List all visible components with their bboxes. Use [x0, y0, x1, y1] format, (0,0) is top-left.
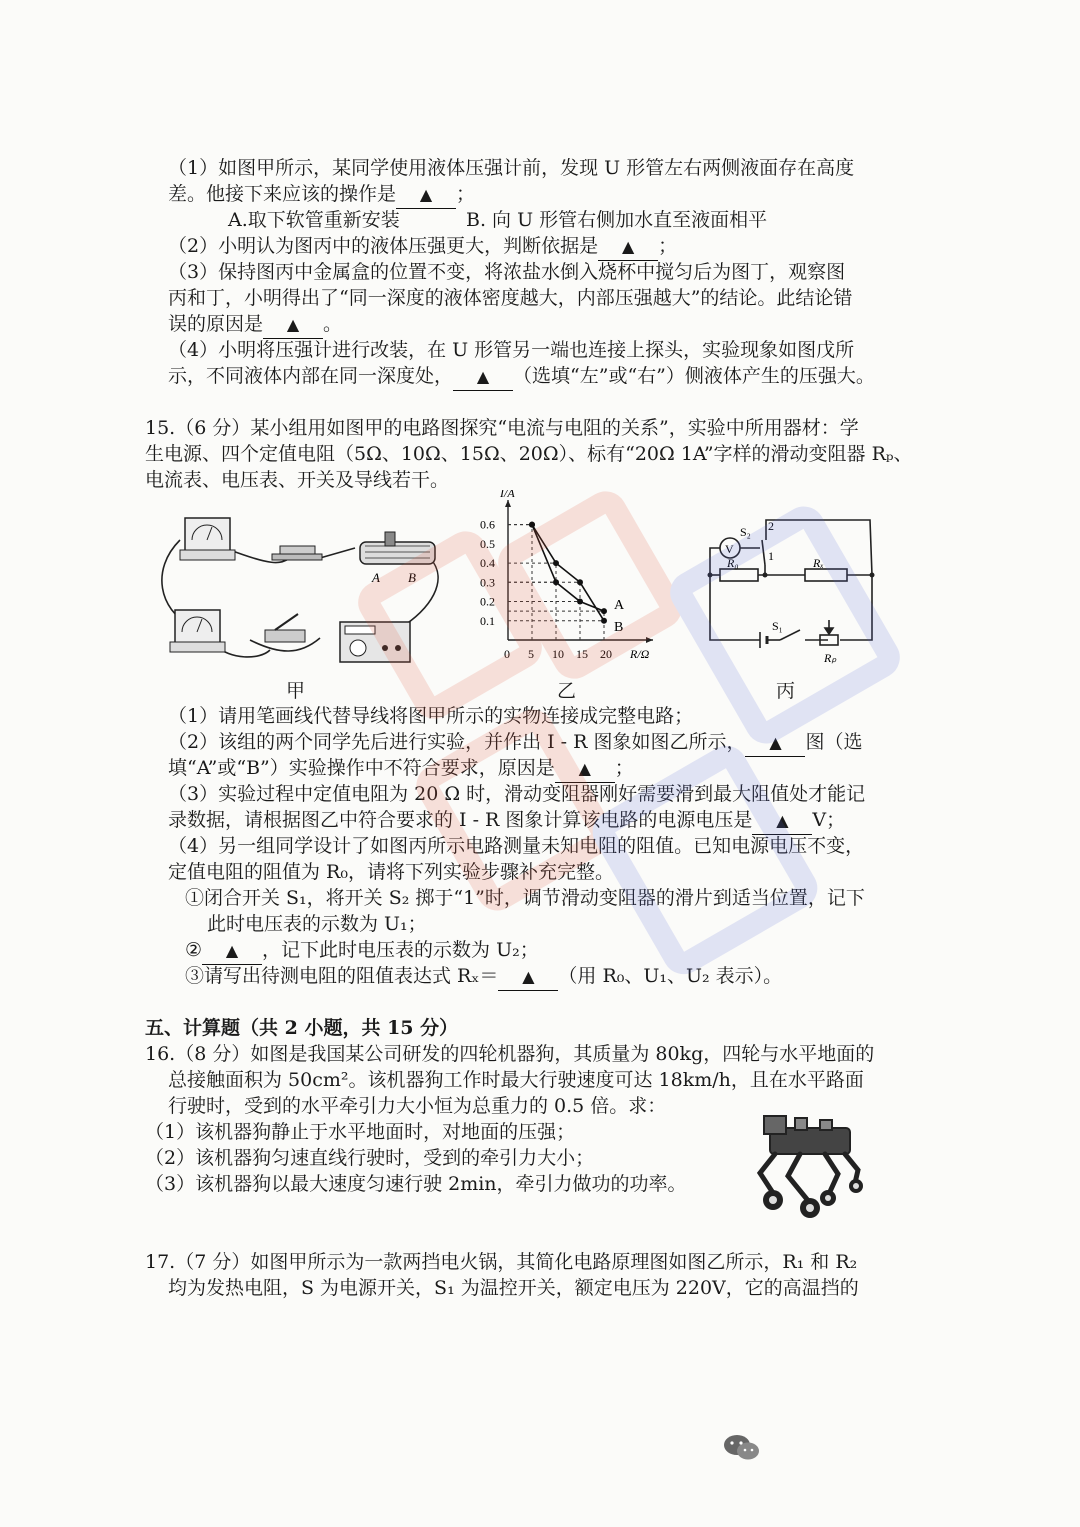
switch-icon — [265, 614, 305, 642]
q16-part1: （1）该机器狗静止于水平地面时，对地面的压强； — [145, 1121, 576, 1143]
y-axis-label: I/A — [500, 490, 515, 500]
section-five-heading: 五、计算题（共 2 小题，共 15 分） — [145, 1017, 459, 1039]
y-tick-label: 0.6 — [480, 517, 495, 532]
q14-part1-text: 差。他接下来应该的操作是 — [168, 183, 397, 205]
q14-part1-line1: （1）如图甲所示，某同学使用液体压强计前，发现 U 形管左右两侧液面存在高度 — [168, 157, 855, 179]
switch-position-2: 2 — [768, 519, 774, 533]
y-tick-label: 0.2 — [480, 594, 495, 609]
data-point-A — [577, 599, 583, 605]
voltmeter-icon — [180, 518, 235, 560]
y-tick-label: 0.4 — [480, 556, 495, 571]
figure-jia-apparatus — [160, 510, 440, 670]
q14-part3-line3: 误的原因是 ▲ 。 — [168, 311, 342, 339]
q15-part4-line2: 定值电阻的阻值为 R₀，请将下列实验步骤补充完整。 — [168, 861, 614, 883]
answer-blank[interactable]: ▲ — [555, 755, 615, 783]
y-axis-arrow — [505, 500, 511, 507]
y-tick-label: 0.5 — [480, 536, 495, 551]
figure-jia-caption: 甲 — [286, 680, 306, 702]
data-point-B — [577, 579, 583, 585]
data-point-A — [553, 579, 559, 585]
q15-stem-line3: 电流表、电压表、开关及导线若干。 — [145, 469, 450, 491]
data-point-B — [601, 618, 607, 624]
answer-blank[interactable]: ▲ — [498, 963, 558, 991]
figure-yi-caption: 乙 — [557, 680, 577, 702]
q15-stem-line2: 生电源、四个定值电阻（5Ω、10Ω、15Ω、20Ω）、标有“20Ω 1A”字样的滑动变阻器 Rₚ、 — [145, 443, 913, 465]
x-tick-label: 0 — [504, 647, 510, 661]
q17-stem-line2: 均为发热电阻，S 为电源开关，S₁ 为温控开关，额定电压为 220V，它的高温挡的 — [168, 1277, 859, 1299]
q14-part4-line1: （4）小明将压强计进行改装，在 U 形管另一端也连接上探头，实验现象如图戊所 — [168, 339, 855, 361]
q15-step2: ② ▲ ，记下此时电压表的示数为 U₂； — [185, 937, 539, 965]
q14-part4-line2: 示，不同液体内部在同一深度处， ▲ （选填“左”或“右”）侧液体产生的压强大。 — [168, 363, 875, 391]
s2-label: S₂ — [740, 525, 751, 539]
q16-stem-line3: 行驶时，受到的水平牵引力大小恒为总重力的 0.5 倍。求： — [168, 1095, 667, 1117]
q14-option-b: B. 向 U 形管右侧加水直至液面相平 — [466, 209, 768, 231]
figure-bing-caption: 丙 — [776, 680, 796, 702]
q16-part2: （2）该机器狗匀速直线行驶时，受到的牵引力大小； — [145, 1147, 595, 1169]
q17-stem-line1: 17.（7 分）如图甲所示为一款两挡电火锅，其简化电路原理图如图乙所示，R₁ 和 R₂ — [145, 1251, 858, 1273]
power-supply-icon — [340, 622, 410, 662]
resistor-icon — [272, 546, 322, 560]
q15-step1-line2: 此时电压表的示数为 U₁； — [207, 913, 427, 935]
x-axis-label: R/Ω — [630, 647, 650, 661]
wechat-icon — [722, 1432, 762, 1462]
answer-blank[interactable]: ▲ — [453, 363, 513, 391]
q15-stem-line1: 15.（6 分）某小组用如图甲的电路图探究“电流与电阻的关系”，实验中所用器材：学 — [145, 417, 859, 439]
rheostat-b-label: B — [408, 570, 416, 585]
q16-part3: （3）该机器狗以最大速度匀速行驶 2min，牵引力做功的功率。 — [145, 1173, 687, 1195]
q14-part3-line2: 丙和丁，小明得出了“同一深度的液体密度越大，内部压强越大”的结论。此结论错 — [168, 287, 853, 309]
q16-stem-line1: 16.（8 分）如图是我国某公司研发的四轮机器狗，其质量为 80kg，四轮与水平地面的 — [145, 1043, 875, 1065]
rheostat-a-label: A — [372, 570, 380, 585]
rheostat-icon — [360, 532, 435, 585]
q15-part3-line1: （3）实验过程中定值电阻为 20 Ω 时，滑动变阻器刚好需要滑到最大阻值处才能记 — [168, 783, 866, 805]
q14-part1-line2: 差。他接下来应该的操作是 ▲ ； — [168, 181, 475, 209]
answer-blank[interactable]: ▲ — [745, 729, 805, 757]
series-label-A: A — [614, 598, 625, 614]
data-point-B — [553, 560, 559, 566]
q15-part3-line2: 录数据，请根据图乙中符合要求的 I - R 图象计算该电路的电源电压是 ▲ V； — [168, 807, 845, 835]
data-point-B — [529, 522, 535, 528]
rx-label: Rₓ — [813, 556, 824, 570]
q15-part1: （1）请用笔画线代替导线将图甲所示的实物连接成完整电路； — [168, 705, 694, 727]
voltmeter-label: V — [725, 542, 734, 556]
answer-blank[interactable]: ▲ — [598, 233, 658, 261]
q15-part2-line2: 填“A”或“B”）实验操作中不符合要求，原因是 ▲ ； — [168, 755, 634, 783]
q16-stem-line2: 总接触面积为 50cm²。该机器狗工作时最大行驶速度可达 18km/h，且在水平路面 — [168, 1069, 864, 1091]
q15-part4-line1: （4）另一组同学设计了如图丙所示电路测量未知电阻的阻值。已知电源电压不变， — [168, 835, 865, 857]
q14-part3-line1: （3）保持图丙中金属盒的位置不变，将浓盐水倒入烧杯中搅匀后为图丁，观察图 — [168, 261, 846, 283]
rp-label: Rₚ — [824, 651, 837, 665]
x-axis-arrow — [646, 637, 653, 643]
figure-bing-circuit — [700, 510, 885, 675]
series-line-A — [532, 525, 604, 612]
series-label-B: B — [614, 619, 624, 635]
answer-blank[interactable]: ▲ — [752, 807, 812, 835]
r0-label: R₀ — [727, 556, 739, 570]
answer-blank[interactable]: ▲ — [396, 181, 456, 209]
x-tick-label: 15 — [576, 647, 588, 661]
x-tick-label: 10 — [552, 647, 564, 661]
switch-position-1: 1 — [768, 549, 774, 563]
q15-step3: ③请写出待测电阻的阻值表达式 Rₓ＝ ▲ （用 R₀、U₁、U₂ 表示）。 — [185, 963, 782, 991]
q15-part2-line1: （2）该组的两个同学先后进行实验，并作出 I - R 图象如图乙所示， ▲ 图（选 — [168, 729, 863, 757]
figure-yi-chart — [470, 490, 665, 670]
x-tick-label: 20 — [600, 647, 612, 661]
answer-blank[interactable]: ▲ — [202, 937, 262, 965]
q14-part2: （2）小明认为图丙中的液体压强更大，判断依据是 ▲ ； — [168, 233, 677, 261]
s1-label: S₁ — [772, 619, 783, 633]
y-tick-label: 0.1 — [480, 613, 495, 628]
data-point-A — [601, 608, 607, 614]
robot-dog-image — [740, 1108, 880, 1223]
ammeter-icon — [170, 610, 225, 652]
q14-option-a: A.取下软管重新安装 — [228, 209, 400, 231]
q15-step1-line1: ①闭合开关 S₁，将开关 S₂ 掷于“1”时，调节滑动变阻器的滑片到适当位置，记下 — [185, 887, 865, 909]
x-tick-label: 5 — [528, 647, 534, 661]
answer-blank[interactable]: ▲ — [263, 311, 323, 339]
y-tick-label: 0.3 — [480, 575, 495, 590]
